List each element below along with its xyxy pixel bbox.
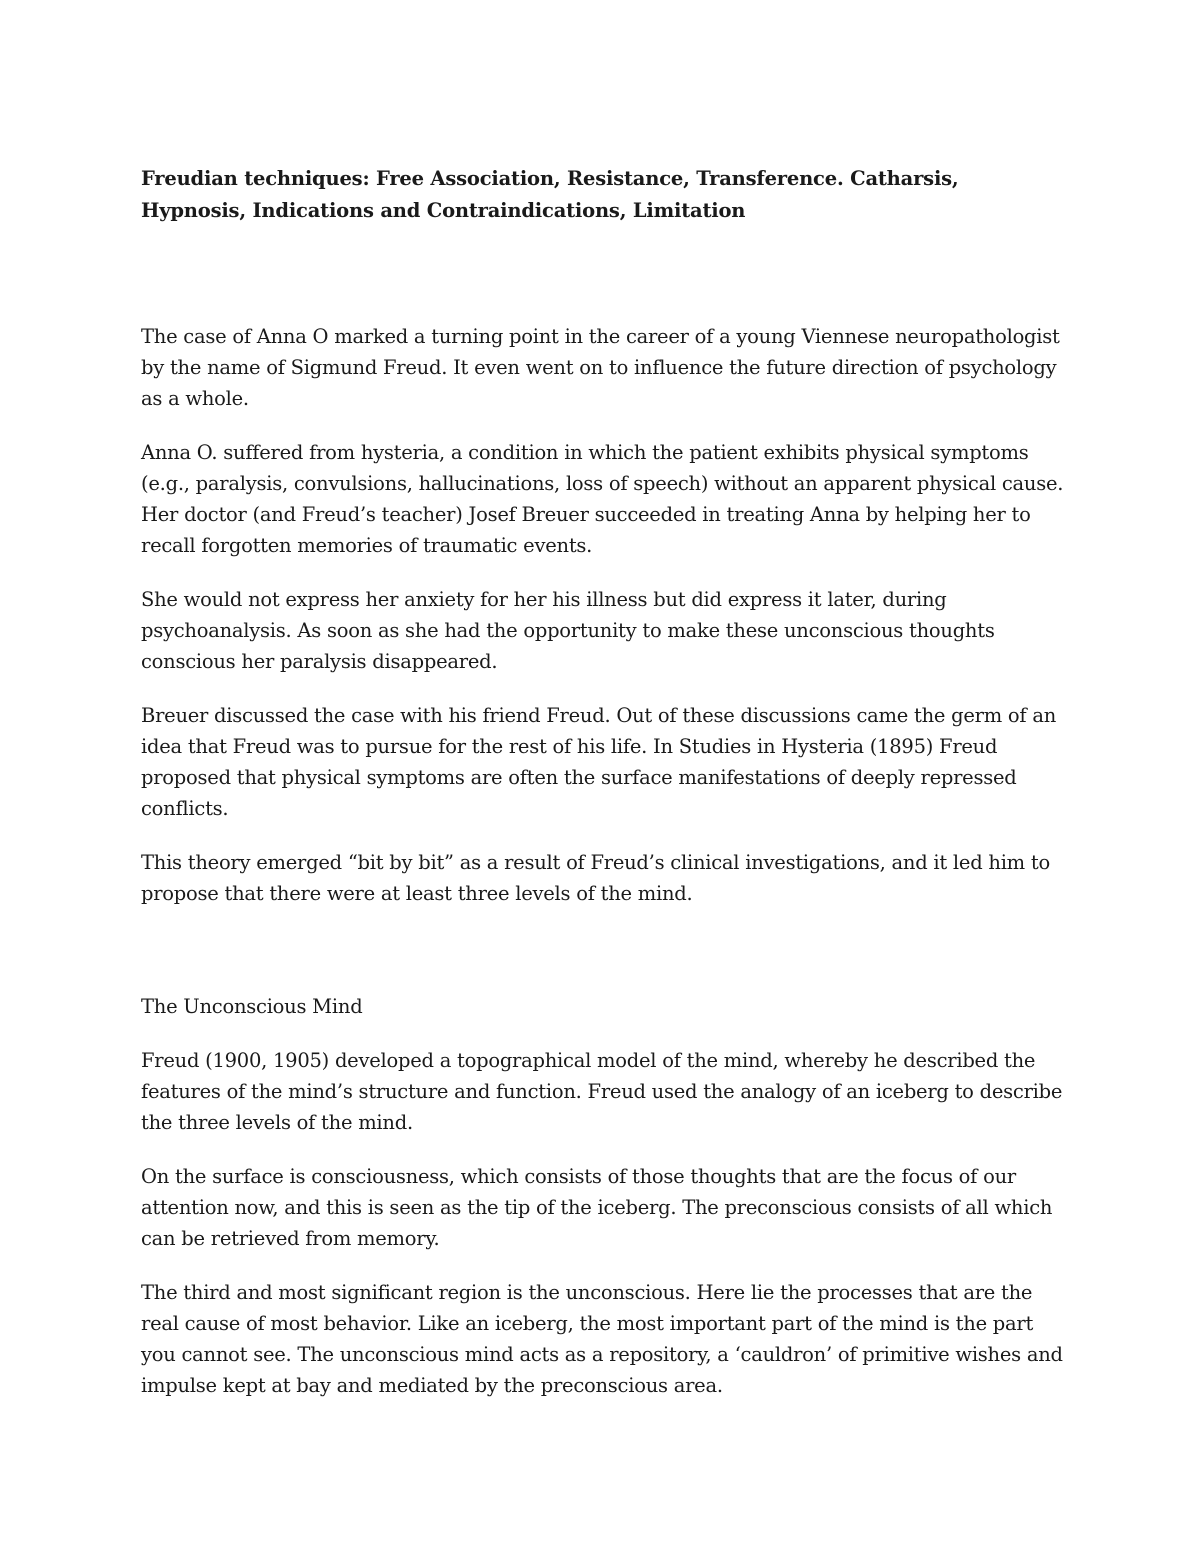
paragraph-hysteria: Anna O. suffered from hysteria, a condition in which the patient exhibits physical symptoms (e.g., paralysis, convulsions, hallucinations, loss of speech) without an apparent physical cause. Her doctor (and Freud’s teacher) Josef Breuer succeeded in treating Anna by helping her to recall forgotten memories of traumatic events. — [141, 441, 1064, 557]
paragraph-breuer-freud: Breuer discussed the case with his friend Freud. Out of these discussions came the germ of an idea that Freud was to pursue for the rest of his life. In Studies in Hysteria (1895) Freud proposed that physical symptoms are often the surface manifestations of deeply repressed conflicts. — [141, 704, 1056, 820]
paragraph-unconscious: The third and most significant region is the unconscious. Here lie the processes that are the real cause of most behavior. Like an iceberg, the most important part of the mind is the part you cannot see. The unconscious mind acts as a repository, a ‘cauldron’ of primitive wishes and impulse kept at bay and mediated by the preconscious area. — [141, 1281, 1063, 1397]
spacer — [141, 1254, 1066, 1277]
spacer — [141, 414, 1066, 437]
paragraph-consciousness: On the surface is consciousness, which consists of those thoughts that are the focus of our attention now, and this is seen as the tip of the iceberg. The preconscious consists of all which can be retrieved from memory. — [141, 1165, 1053, 1250]
document-title: Freudian techniques: Free Association, Resistance, Transference. Catharsis, Hypnosis, Indications and Contraindications, Limitation — [141, 167, 959, 222]
spacer — [141, 1022, 1066, 1045]
paragraph-three-levels: This theory emerged “bit by bit” as a result of Freud’s clinical investigations, and it led him to propose that there were at least three levels of the mind. — [141, 851, 1050, 905]
paragraph-anna-o-intro: The case of Anna O marked a turning point in the career of a young Viennese neuropathologist by the name of Sigmund Freud. It even went on to influence the future direction of psychology as a whole. — [141, 325, 1060, 410]
spacer — [141, 1138, 1066, 1161]
spacer — [141, 561, 1066, 584]
spacer — [141, 824, 1066, 847]
section-heading: The Unconscious Mind — [141, 995, 363, 1018]
document-content — [141, 163, 1066, 1401]
paragraph-topographical-model: Freud (1900, 1905) developed a topographical model of the mind, whereby he described the features of the mind’s structure and function. Freud used the analogy of an iceberg to describe the three levels of the mind. — [141, 1049, 1063, 1134]
spacer — [141, 677, 1066, 700]
paragraph-anxiety: She would not express her anxiety for her his illness but did express it later, during psychoanalysis. As soon as she had the opportunity to make these unconscious thoughts conscious her paralysis disappeared. — [141, 588, 995, 673]
spacer — [141, 909, 1066, 991]
spacer — [141, 227, 1066, 321]
